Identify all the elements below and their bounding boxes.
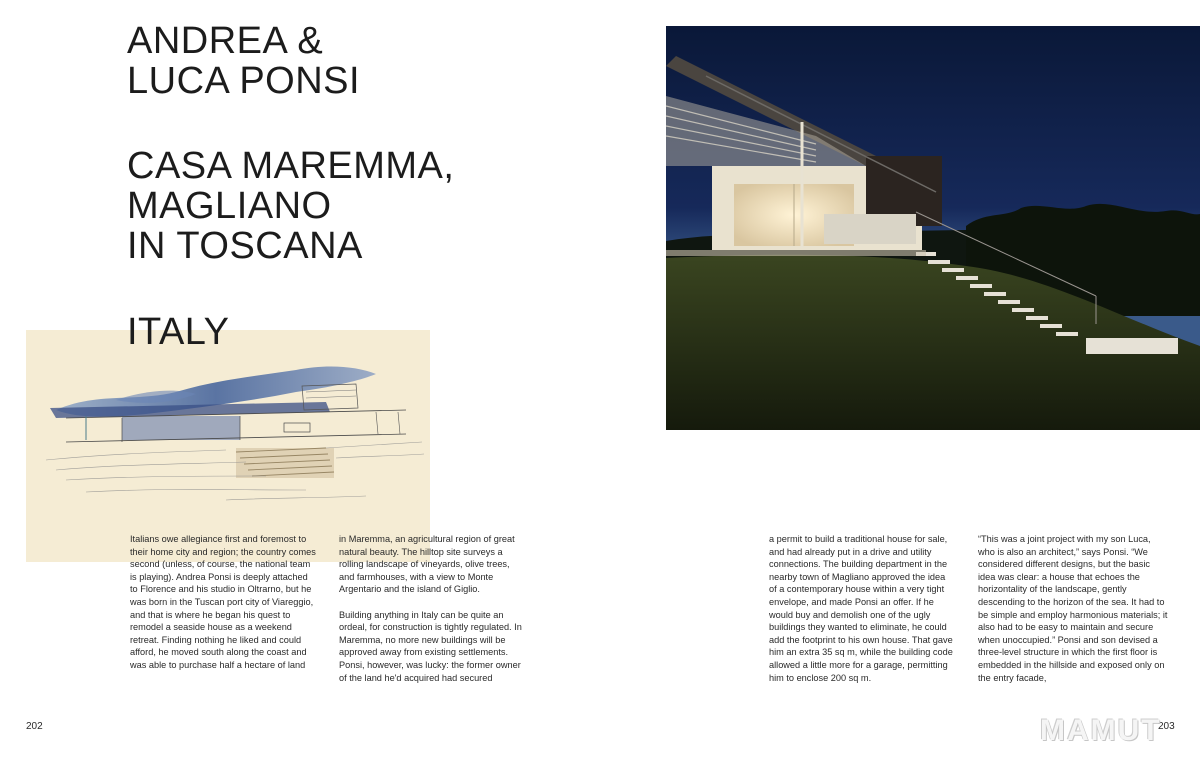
- paragraph: a permit to build a traditional house for sale, and had already put in a drive and utility connections. The building department in the nearby town of Magliano approved the idea of a contemporary house within a very tight envelope, and made Ponsi an offer. If he would buy and demolish one of the ugly buildings they wanted to eliminate, he could add the footprint to his own house. That gave him an extra 35 sq m, while the building code allowed a little more for a garage, permitting him to enclose 200 sq m.: [769, 534, 953, 683]
- paragraph: in Maremma, an agricultural region of great natural beauty. The hilltop site surveys a rolling landscape of vineyards, olive trees, and farmhouses, with a view to Monte Argentario and the island of Giglio.: [339, 534, 515, 595]
- text-column-1: [130, 533, 316, 672]
- paragraph: “This was a joint project with my son Luca, who is also an architect,” says Ponsi. “We considered different designs, but the basic idea was clear: a house that echoes the horizontality of the landscape, gently descending to the horizon of the sea. It had to be simple and employ harmonious materials; it also had to be easy to maintain and secure when unoccupied.” Ponsi and son devised a three-level structure in which the first floor is embedded in the hillside and exposed only on the entry facade,: [978, 534, 1168, 683]
- project-title: CASA MAREMMA, MAGLIANO IN TOSCANA: [127, 145, 455, 267]
- page-number-right: 203: [1158, 721, 1175, 732]
- architects-title: ANDREA & LUCA PONSI: [127, 20, 361, 102]
- text-column-3: [769, 533, 955, 684]
- text-column-2: [339, 533, 525, 684]
- watermark-logo: MAMUT: [1040, 714, 1162, 747]
- watercolor-sketch-image: [26, 330, 430, 562]
- paragraph: Italians owe allegiance first and foremost to their home city and region; the country comes second (unless, of course, the national team is playing). Andrea Ponsi is deeply attached to Florence and his studio in Oltrarno, but he was born in the Tuscan port city of Viareggio, and that is where he began his quest to remodel a seaside house as a weekend retreat. Finding nothing he liked and could afford, he moved south along the coast and was able to purchase half a hectare of land: [130, 534, 316, 670]
- country-title: ITALY: [127, 311, 230, 353]
- night-house-photo-image: [666, 26, 1200, 430]
- paragraph: Building anything in Italy can be quite an ordeal, for construction is tightly regulated. In Maremma, no more new buildings will be approved away from existing settlements. Ponsi, however, was lucky: the former owner of the land he'd acquired had secured: [339, 609, 522, 683]
- text-column-4: [978, 533, 1168, 684]
- page-number-left: 202: [26, 721, 43, 732]
